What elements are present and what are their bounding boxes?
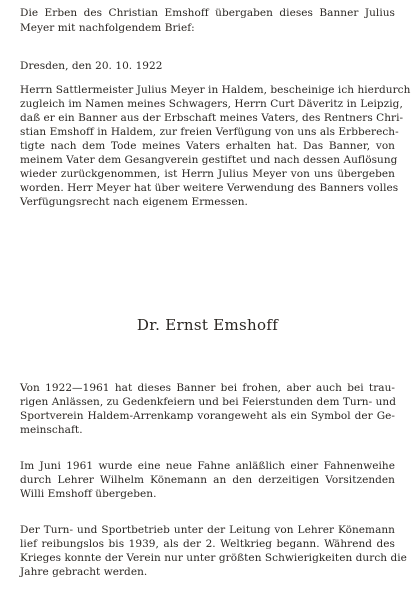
history-p2-line-3: Willi Emshoff übergeben.: [20, 488, 157, 500]
history-p1-line-3: Sportverein Haldem-Arrenkamp vorangeweht als ein Symbol der Ge-: [20, 410, 395, 422]
history-p3-line-3: Krieges konnte der Verein nur unter größten Schwierigkeiten durch die: [20, 552, 407, 564]
intro-line-2: Meyer mit nachfolgendem Brief:: [20, 22, 195, 34]
history-p2-line-1: Im Juni 1961 wurde eine neue Fahne anläßlich einer Fahnenweihe: [20, 460, 395, 472]
letter-date: Dresden, den 20. 10. 1922: [20, 60, 163, 72]
history-p1-line-4: meinschaft.: [20, 424, 83, 436]
history-p1-line-2: rigen Anlässen, zu Gedenkfeiern und bei Feierstunden dem Turn- und: [20, 396, 396, 408]
letter-line-4: stian Emshoff in Haldem, zur freien Verfügung von uns als Erbberech-: [20, 126, 399, 138]
signature-heading: Dr. Ernst Emshoff: [136, 316, 279, 334]
history-p3-line-2: lief reibungslos bis 1939, als der 2. Weltkrieg begann. Während des: [20, 538, 395, 550]
letter-line-2: zugleich im Namen meines Schwagers, Herrn Curt Däveritz in Leipzig,: [20, 98, 403, 110]
letter-line-6: meinem Vater dem Gesangverein gestiftet und nach dessen Auflösung: [20, 154, 398, 166]
letter-line-7: wieder zurückgenommen, ist Herrn Julius Meyer von uns übergeben: [20, 168, 395, 180]
letter-line-9: Verfügungsrecht nach eigenem Ermessen.: [20, 196, 248, 208]
intro-line-1: Die Erben des Christian Emshoff übergaben dieses Banner Julius: [20, 7, 395, 19]
letter-line-5: tigte nach dem Tode meines Vaters erhalten hat. Das Banner, von: [20, 140, 395, 152]
letter-line-1: Herrn Sattlermeister Julius Meyer in Haldem, bescheinige ich hierdurch: [20, 84, 411, 96]
letter-line-3: daß er ein Banner aus der Erbschaft meines Vaters, des Rentners Chri-: [20, 112, 404, 124]
history-p1-line-1: Von 1922—1961 hat dieses Banner bei frohen, aber auch bei trau-: [20, 382, 395, 394]
history-p3-line-4: Jahre gebracht werden.: [20, 566, 148, 578]
history-p3-line-1: Der Turn- und Sportbetrieb unter der Leitung von Lehrer Könemann: [20, 524, 395, 536]
letter-line-8: worden. Herr Meyer hat über weitere Verwendung des Banners volles: [20, 182, 399, 194]
history-p2-line-2: durch Lehrer Wilhelm Könemann an den derzeitigen Vorsitzenden: [20, 474, 395, 486]
